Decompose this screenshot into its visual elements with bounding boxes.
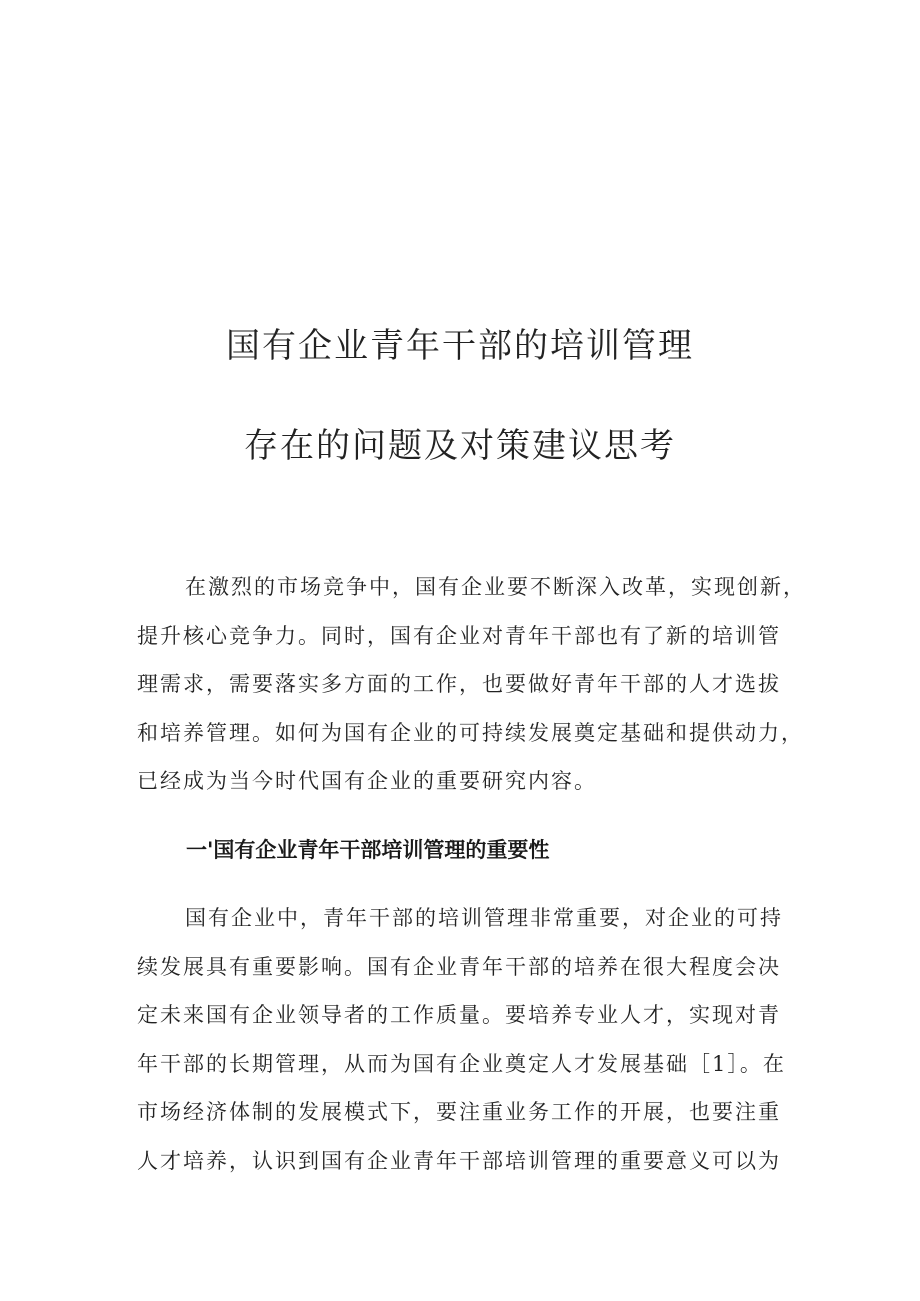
intro-paragraph [137,563,806,806]
intro-line: 在激烈的市场竞争中，国有企业要不断深入改革，实现创新， [185,575,806,599]
intro-line: 和培养管理。如何为国有企业的可持续发展奠定基础和提供动力， [137,720,804,745]
section-1-line: 定未来国有企业领导者的工作质量。要培养专业人才，实现对青 [137,1003,781,1027]
section-1-paragraph [137,894,797,1185]
section-heading: 一'国有企业青年干部培训管理的重要性 [186,838,550,862]
section-1-line: 国有企业中，青年干部的培训管理非常重要，对企业的可持 [185,906,783,930]
document-title-line-1: 国有企业青年干部的培训管理 [226,326,694,366]
section-1-line: 续发展具有重要影响。国有企业青年干部的培养在很大程度会决 [137,954,781,979]
section-1-line: 市场经济体制的发展模式下，要注重业务工作的开展，也要注重 [137,1100,781,1124]
document-title-line-2: 存在的问题及对策建议思考 [244,426,676,466]
intro-line: 已经成为当今时代国有企业的重要研究内容。 [137,769,597,793]
section-1-line: 人才培养，认识到国有企业青年干部培训管理的重要意义可以为 [137,1148,781,1173]
intro-line: 提升核心竞争力。同时，国有企业对青年干部也有了新的培训管 [137,623,781,648]
section-1-line: 年干部的长期管理，从而为国有企业奠定人才发展基础［1］。在 [137,1051,786,1076]
intro-line: 理需求，需要落实多方面的工作，也要做好青年干部的人才选拔 [137,672,781,696]
